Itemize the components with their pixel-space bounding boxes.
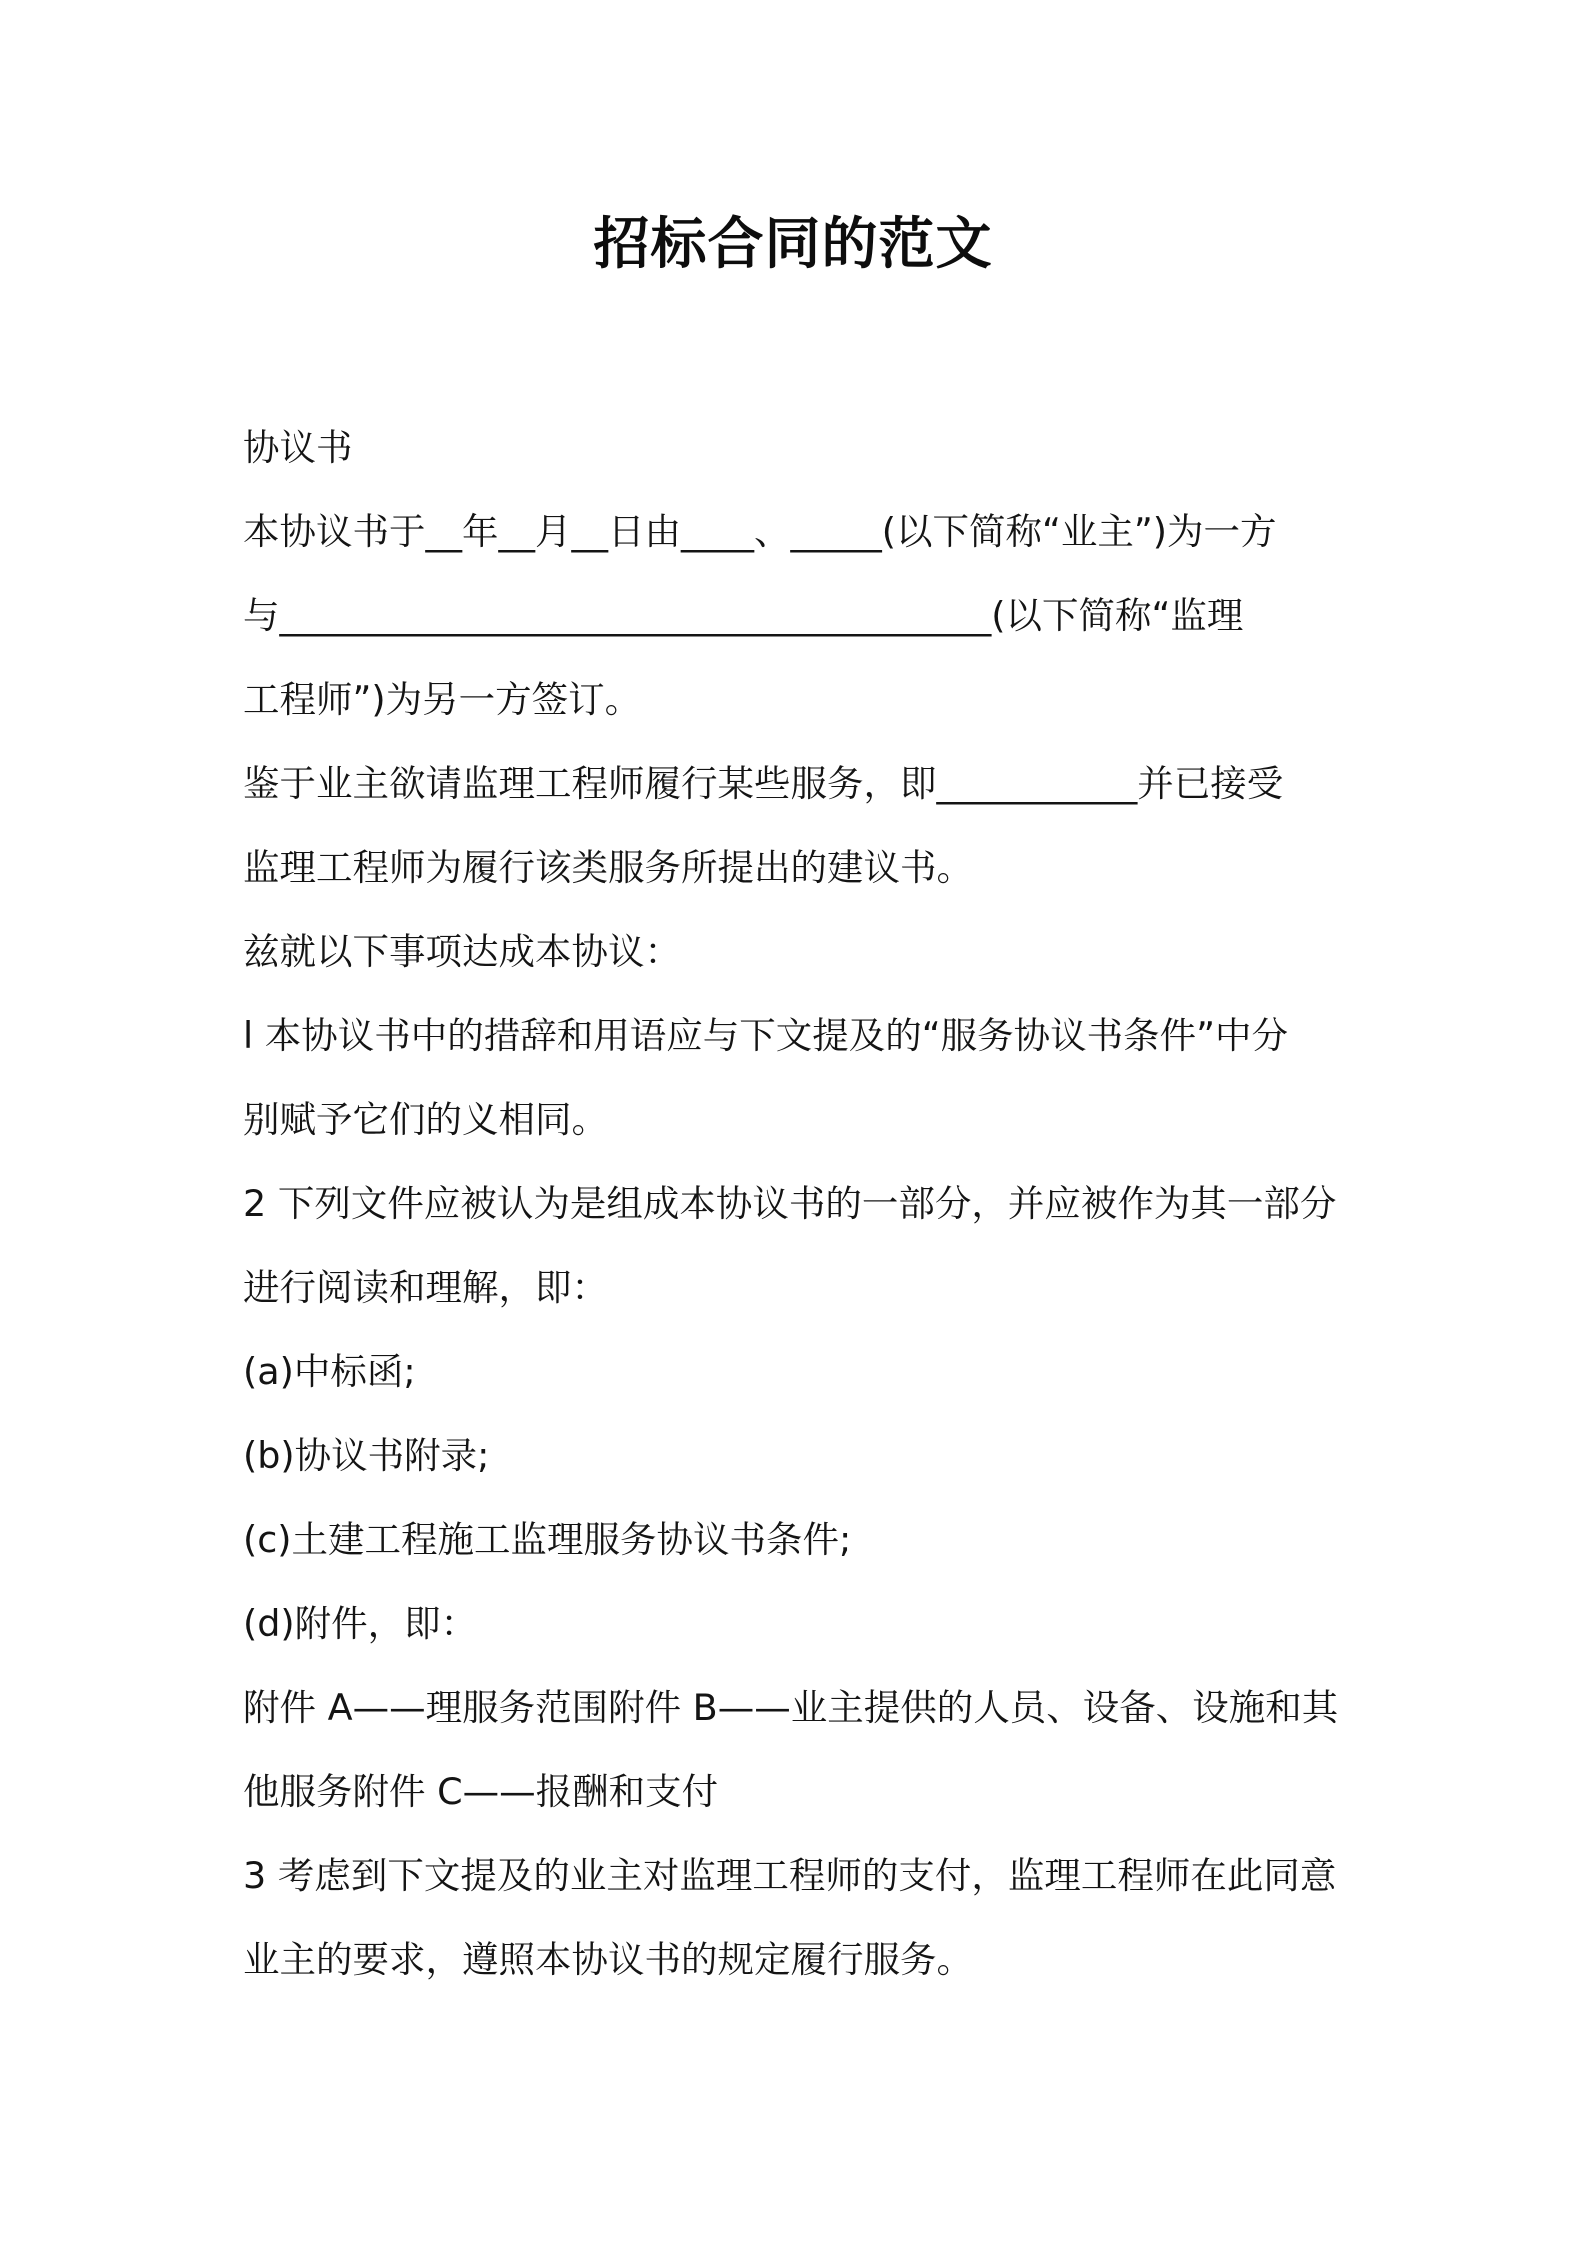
paragraph-line: 与_______________________________________(以下简称“监理 bbox=[243, 594, 1244, 637]
list-item-d: (d)附件，即： bbox=[243, 1602, 478, 1645]
clause-2-line: 2 下列文件应被认为是组成本协议书的一部分，并应被作为其一部分 bbox=[243, 1182, 1337, 1225]
list-item-c: (c)土建工程施工监理服务协议书条件; bbox=[243, 1518, 852, 1561]
clause-3-line: 业主的要求，遵照本协议书的规定履行服务。 bbox=[243, 1938, 973, 1981]
list-item-b: (b)协议书附录; bbox=[243, 1434, 490, 1477]
clause-1-line: l 本协议书中的措辞和用语应与下文提及的“服务协议书条件”中分 bbox=[243, 1014, 1289, 1057]
attachments-line: 他服务附件 C——报酬和支付 bbox=[243, 1770, 719, 1813]
paragraph-line: 本协议书于__年__月__日由____、_____(以下简称“业主”)为一方 bbox=[243, 510, 1277, 553]
paragraph-line: 鉴于业主欲请监理工程师履行某些服务，即___________并已接受 bbox=[243, 762, 1284, 805]
document-title: 招标合同的范文 bbox=[593, 212, 993, 277]
attachments-line: 附件 A——理服务范围附件 B——业主提供的人员、设备、设施和其 bbox=[243, 1686, 1339, 1729]
clause-3-line: 3 考虑到下文提及的业主对监理工程师的支付，监理工程师在此同意 bbox=[243, 1854, 1337, 1897]
heading-agreement: 协议书 bbox=[243, 426, 353, 469]
list-item-a: (a)中标函; bbox=[243, 1350, 416, 1393]
document-body bbox=[243, 406, 1353, 2002]
paragraph-line: 工程师”)为另一方签订。 bbox=[243, 678, 642, 721]
paragraph-line: 监理工程师为履行该类服务所提出的建议书。 bbox=[243, 846, 973, 889]
clause-1-line: 别赋予它们的义相同。 bbox=[243, 1098, 608, 1141]
paragraph-line: 兹就以下事项达成本协议： bbox=[243, 930, 681, 973]
clause-2-line: 进行阅读和理解，即： bbox=[243, 1266, 608, 1309]
